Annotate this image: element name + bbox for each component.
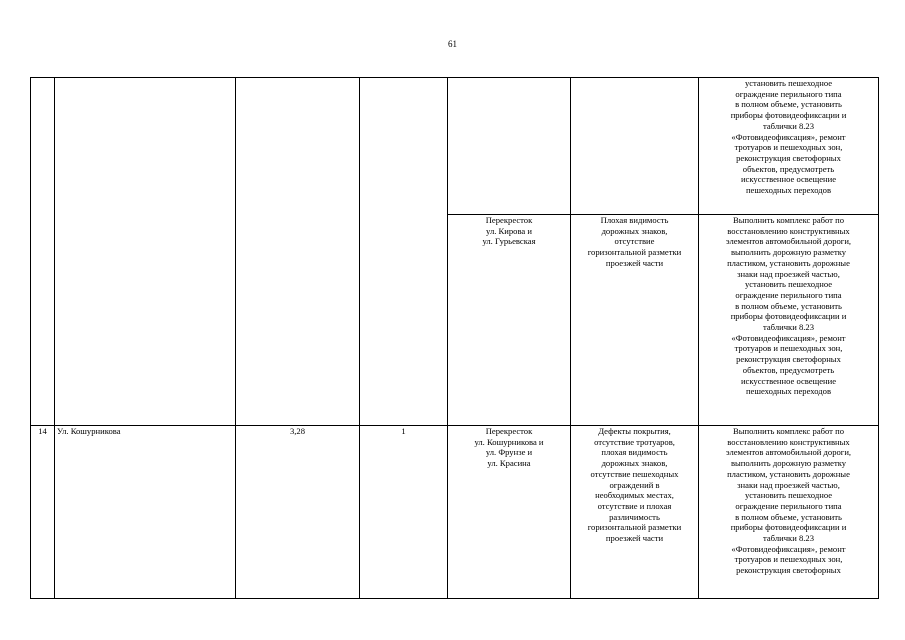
measures-cell: Выполнить комплекс работ по восстановлению конструктивных элементов автомобильной дороги, выполнить дорожную разметку пластиком, установить дорожные знаки над проезжей частью, установить пешеходное ограждение перильного типа в полном объеме, установить приборы фотовидеофиксации и таблички 8.23 «Фотовидеофиксация», ремонт тротуаров и пешеходных зон, реконструкция светофорных bbox=[699, 426, 879, 599]
length-cell: 3,28 bbox=[236, 426, 360, 599]
length-cell bbox=[236, 78, 360, 426]
table-row bbox=[31, 78, 879, 215]
measures-cell: установить пешеходное ограждение перильного типа в полном объеме, установить приборы фотовидеофиксации и таблички 8.23 «Фотовидеофиксация», ремонт тротуаров и пешеходных зон, реконструкция светофорных объектов, предусмотреть искусственное освещение пешеходных переходов bbox=[699, 78, 879, 215]
table-row bbox=[31, 426, 879, 599]
street-cell: Ул. Кошурникова bbox=[55, 426, 236, 599]
location-cell: Перекресток ул. Кирова и ул. Гурьевская bbox=[448, 215, 571, 426]
measures-cell: Выполнить комплекс работ по восстановлению конструктивных элементов автомобильной дороги, выполнить дорожную разметку пластиком, установить дорожные знаки над проезжей частью, установить пешеходное ограждение перильного типа в полном объеме, установить приборы фотовидеофиксации и таблички 8.23 «Фотовидеофиксация», ремонт тротуаров и пешеходных зон, реконструкция светофорных объектов, предусмотреть искусственное освещение пешеходных переходов bbox=[699, 215, 879, 426]
count-cell bbox=[360, 78, 448, 426]
location-cell bbox=[448, 78, 571, 215]
problem-cell bbox=[571, 78, 699, 215]
street-cell bbox=[55, 78, 236, 426]
row-number-cell bbox=[31, 78, 55, 426]
row-number-cell: 14 bbox=[31, 426, 55, 599]
document-table bbox=[30, 77, 879, 599]
problem-cell: Плохая видимость дорожных знаков, отсутствие горизонтальной разметки проезжей части bbox=[571, 215, 699, 426]
count-cell: 1 bbox=[360, 426, 448, 599]
page-number: 61 bbox=[448, 39, 457, 49]
problem-cell: Дефекты покрытия, отсутствие тротуаров, плохая видимость дорожных знаков, отсутствие пешеходных ограждений в необходимых местах, отсутствие и плохая различимость горизонтальной разметки проезжей части bbox=[571, 426, 699, 599]
location-cell: Перекресток ул. Кошурникова и ул. Фрунзе и ул. Красина bbox=[448, 426, 571, 599]
